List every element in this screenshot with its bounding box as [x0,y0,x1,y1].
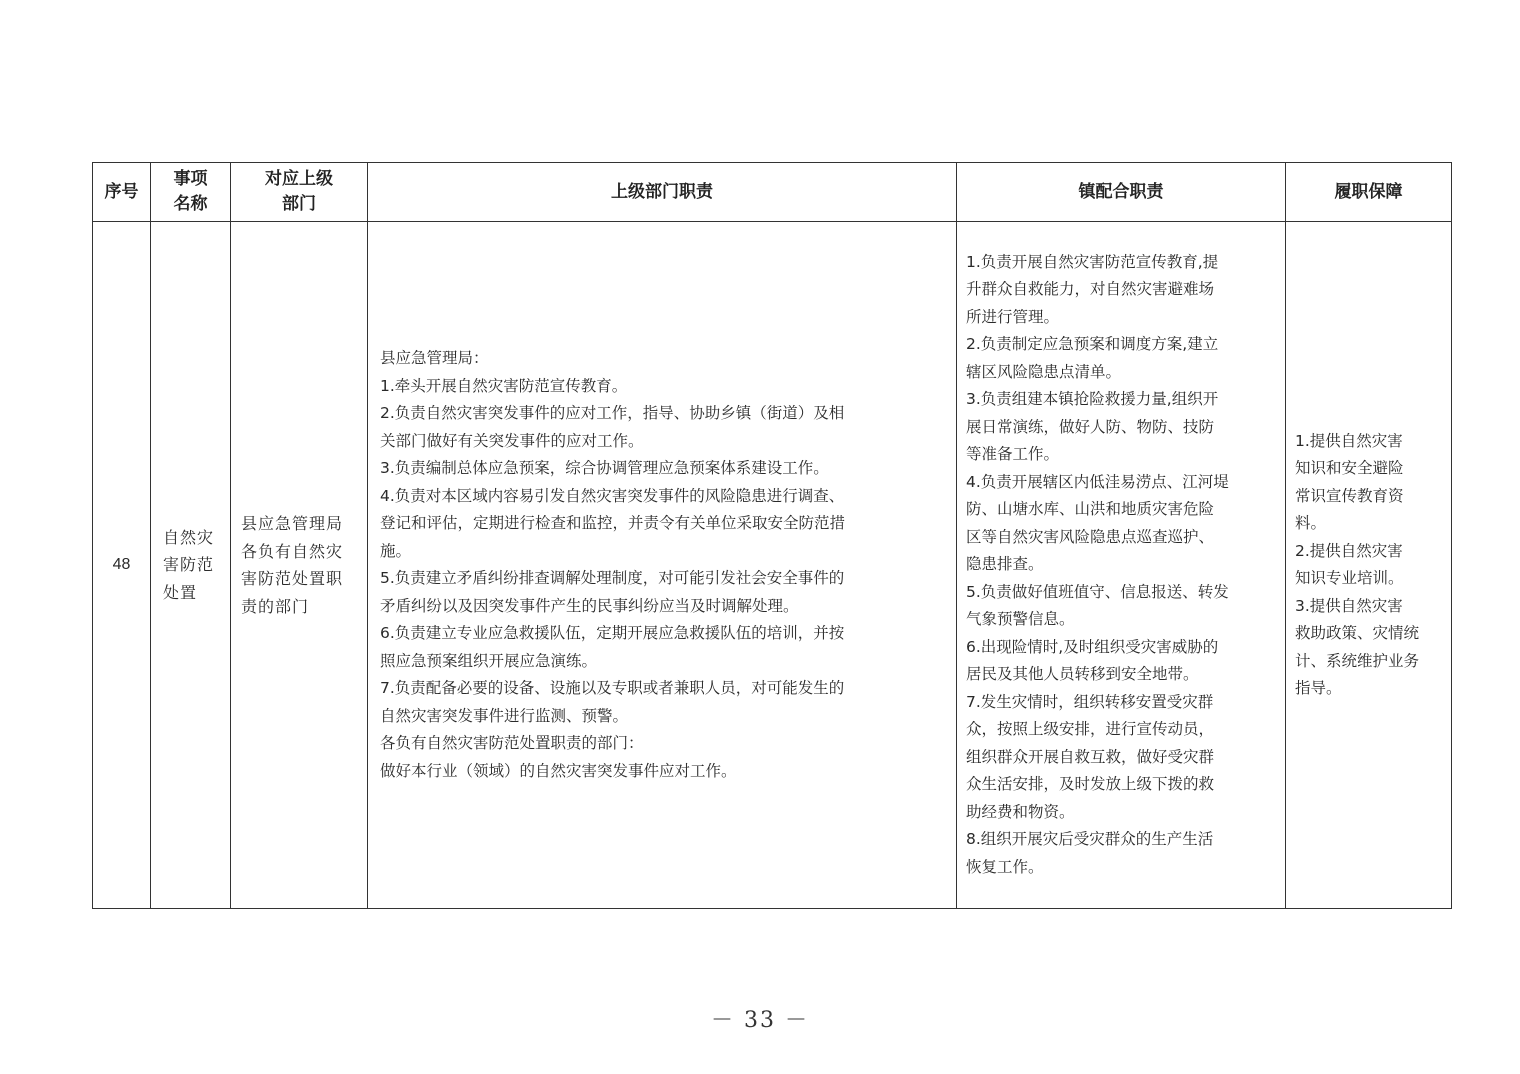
cell-item-name [151,222,231,909]
upper-line-16: 做好本行业（领域）的自然灾害突发事件应对工作。 [380,761,737,780]
guarantee-line-8: 救助政策、灾情统 [1295,624,1420,642]
item-line-2: 害防范 [163,555,215,575]
town-line-18: 众，按照上级安排，进行宣传动员， [966,720,1215,739]
guarantee-line-6: 知识专业培训。 [1295,569,1404,587]
upper-line-6: 4.负责对本区域内容易引发自然灾害突发事件的风险隐患进行调查、 [380,486,845,505]
guarantee-line-5: 2.提供自然灾害 [1295,541,1403,560]
upper-line-8: 施。 [380,541,412,560]
town-line-16: 居民及其他人员转移到安全地带。 [966,665,1199,684]
header-town-label: 镇配合职责 [1078,181,1164,202]
header-item-line-2: 名称 [173,194,208,214]
upper-line-2: 1.牵头开展自然灾害防范宣传教育。 [380,376,628,395]
town-line-4: 2.负责制定应急预案和调度方案,建立 [966,335,1219,354]
town-line-6: 3.负责组建本镇抢险救援力量,组织开 [966,390,1219,409]
header-seq-label: 序号 [104,181,139,202]
header-upper-duties [368,163,957,222]
town-line-8: 等准备工作。 [966,445,1060,464]
upper-line-4: 关部门做好有关突发事件的应对工作。 [380,431,644,450]
header-row [93,163,1452,222]
town-line-19: 组织群众开展自救互救，做好受灾群 [966,747,1215,766]
upper-line-7: 登记和评估，定期进行检查和监控，并责令有关单位采取安全防范措 [380,514,846,532]
town-line-1: 1.负责开展自然灾害防范宣传教育,提 [966,252,1219,271]
guarantee-line-1: 1.提供自然灾害 [1295,431,1403,450]
cell-seq [93,222,151,909]
dept-line-2: 各负有自然灾 [241,541,344,561]
town-line-20: 众生活安排，及时发放上级下拨的救 [966,775,1215,794]
upper-line-5: 3.负责编制总体应急预案，综合协调管理应急预案体系建设工作。 [380,459,829,477]
dept-line-1: 县应急管理局 [241,514,344,533]
upper-line-10: 矛盾纠纷以及因突发事件产生的民事纠纷应当及时调解处理。 [380,596,799,615]
page-number: － 33 － [711,1008,809,1033]
header-seq [93,163,151,222]
duty-table [92,162,1452,909]
town-line-22: 8.组织开展灾后受灾群众的生产生活 [966,830,1214,849]
town-line-5: 辖区风险隐患点清单。 [966,362,1122,381]
cell-guarantee [1286,222,1452,909]
town-line-2: 升群众自救能力，对自然灾害避难场 [966,280,1215,299]
town-line-10: 防、山塘水库、山洪和地质灾害危险 [966,500,1215,519]
header-dept-line-1: 对应上级 [265,169,333,189]
header-item-line-1: 事项 [173,169,208,189]
seq-value: 48 [112,556,131,574]
header-town-duties [957,163,1286,222]
upper-line-12: 照应急预案组织开展应急演练。 [380,651,598,670]
header-dept-line-2: 部门 [282,194,316,214]
dept-line-4: 责的部门 [241,596,310,616]
town-line-23: 恢复工作。 [966,857,1044,876]
guarantee-line-4: 料。 [1295,514,1327,532]
town-line-9: 4.负责开展辖区内低洼易涝点、江河堤 [966,472,1229,491]
header-upper-label: 上级部门职责 [611,181,713,202]
item-line-1: 自然灾 [163,527,215,547]
upper-line-14: 自然灾害突发事件进行监测、预警。 [380,706,629,725]
cell-upper-duties [368,222,957,909]
header-guarantee-label: 履职保障 [1334,181,1403,202]
header-item-name [151,163,231,222]
town-line-3: 所进行管理。 [966,307,1060,326]
town-line-13: 5.负责做好值班值守、信息报送、转发 [966,582,1229,601]
town-line-7: 展日常演练，做好人防、物防、技防 [966,417,1215,436]
upper-line-13: 7.负责配备必要的设备、设施以及专职或者兼职人员，对可能发生的 [380,679,845,697]
town-line-17: 7.发生灾情时，组织转移安置受灾群 [966,692,1214,711]
header-upper-dept [231,163,368,222]
item-line-3: 处置 [163,582,198,602]
upper-line-11: 6.负责建立专业应急救援队伍，定期开展应急救援队伍的培训，并按 [380,624,845,642]
dept-line-3: 害防范处置职 [241,569,344,588]
upper-line-1: 县应急管理局： [380,349,489,367]
town-line-14: 气象预警信息。 [966,610,1075,629]
guarantee-line-3: 常识宣传教育资 [1295,486,1404,505]
header-guarantee [1286,163,1452,222]
guarantee-line-2: 知识和安全避险 [1295,459,1404,477]
guarantee-line-10: 指导。 [1295,679,1342,697]
guarantee-line-9: 计、系统维护业务 [1295,651,1420,670]
town-line-15: 6.出现险情时,及时组织受灾害威胁的 [966,637,1219,656]
upper-line-9: 5.负责建立矛盾纠纷排查调解处理制度，对可能引发社会安全事件的 [380,569,845,587]
town-line-21: 助经费和物资。 [966,802,1075,821]
cell-town-duties [957,222,1286,909]
guarantee-line-7: 3.提供自然灾害 [1295,596,1403,615]
table-row [93,222,1452,909]
cell-upper-dept [231,222,368,909]
town-line-11: 区等自然灾害风险隐患点巡查巡护、 [966,527,1215,546]
upper-line-3: 2.负责自然灾害突发事件的应对工作，指导、协助乡镇（街道）及相 [380,404,845,422]
upper-line-15: 各负有自然灾害防范处置职责的部门： [380,734,644,752]
town-line-12: 隐患排查。 [966,555,1044,574]
